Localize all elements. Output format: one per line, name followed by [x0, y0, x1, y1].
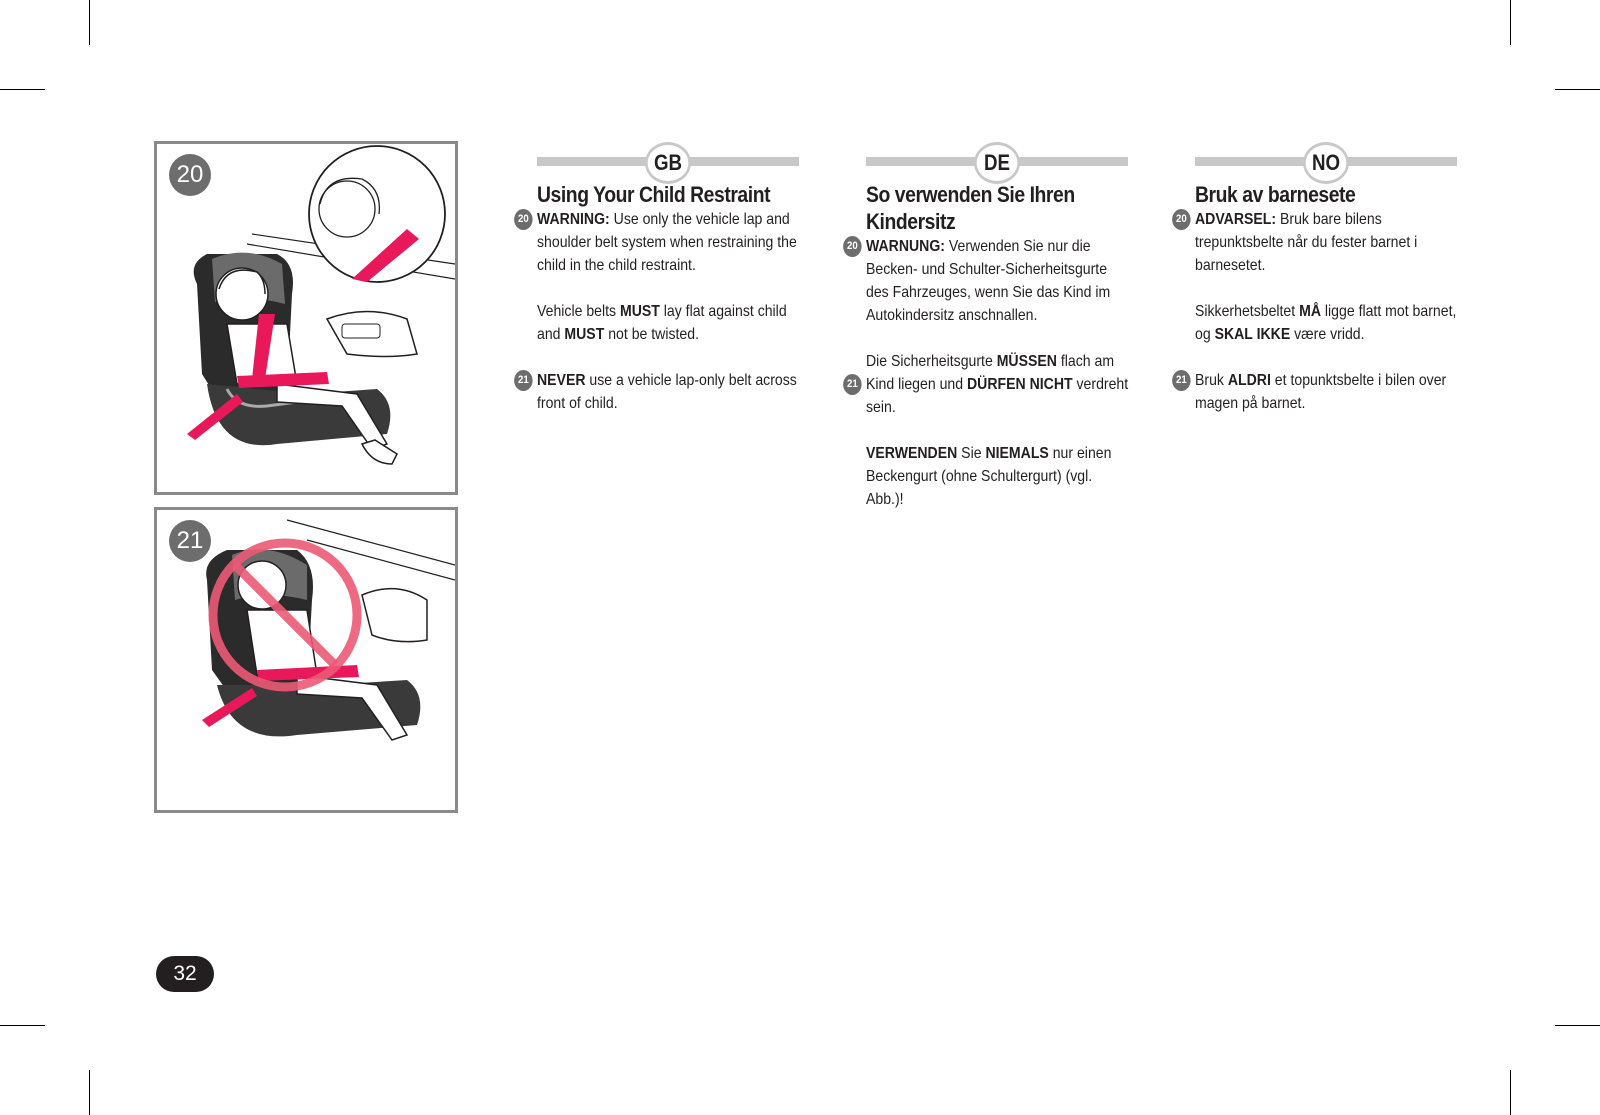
paragraph — [537, 300, 802, 346]
paragraph — [866, 442, 1131, 511]
emphasis-text: NEVER — [537, 372, 586, 389]
body-text: Use only the vehicle lap and shoulder belt system when restraining the child in the child restraint. — [537, 211, 797, 274]
crop-mark — [0, 1025, 45, 1026]
lang-badge: NO — [1303, 142, 1349, 184]
section-heading: Bruk av barnesete — [1195, 182, 1356, 207]
lang-header-no — [1195, 142, 1457, 186]
figure-ref-bullet: 21 — [843, 374, 861, 395]
crop-mark — [1510, 1070, 1511, 1115]
figure-ref-bullet: 20 — [843, 236, 861, 257]
figure-ref-bullet: 21 — [514, 370, 532, 391]
body-text: ligge flatt mot barnet, og — [1195, 303, 1457, 343]
crop-mark — [89, 0, 90, 45]
paragraph — [1175, 208, 1460, 277]
emphasis-text: WARNUNG: — [866, 238, 945, 255]
lang-header-gb — [537, 142, 799, 186]
emphasis-text: ALDRI — [1227, 372, 1271, 389]
figure-20-panel — [154, 141, 458, 495]
crop-mark — [0, 89, 45, 90]
emphasis-text: WARNING: — [537, 211, 610, 228]
emphasis-text: ADVARSEL: — [1195, 211, 1277, 228]
column-de — [846, 181, 1131, 511]
body-text: verdreht sein. — [866, 376, 1129, 416]
paragraph — [517, 369, 802, 415]
lang-header-de — [866, 142, 1128, 186]
crop-mark — [1555, 1025, 1600, 1026]
lang-badge: DE — [974, 142, 1020, 184]
emphasis-text: MUST — [619, 303, 660, 320]
section-heading: Using Your Child Restraint — [537, 182, 771, 207]
body-text: et topunktsbelte i bilen over magen på barnet. — [1195, 372, 1447, 412]
body-text: Bruk — [1195, 372, 1228, 389]
section-heading: So verwenden Sie Ihren Kindersitz — [866, 182, 1075, 234]
paragraph — [846, 235, 1131, 327]
page-number: 32 — [156, 956, 214, 992]
emphasis-text: MÜSSEN — [996, 353, 1057, 370]
crop-mark — [1510, 0, 1511, 45]
figure-number: 21 — [169, 520, 211, 562]
body-text: Bruk bare bilens trepunktsbelte når du fester barnet i barnesetet. — [1195, 211, 1418, 274]
body-text: flach am Kind liegen und — [866, 353, 1115, 393]
emphasis-text: DÜRFEN NICHT — [966, 376, 1073, 393]
crop-mark — [89, 1070, 90, 1115]
paragraph — [1175, 369, 1460, 415]
body-text: Sikkerhetsbeltet — [1195, 303, 1300, 320]
column-no — [1175, 181, 1460, 415]
lang-badge: GB — [645, 142, 691, 184]
emphasis-text: SKAL IKKE — [1214, 326, 1291, 343]
body-text: nur einen Beckengurt (ohne Schultergurt) (vgl. Abb.)! — [866, 445, 1112, 508]
body-text: Verwenden Sie nur die Becken- und Schulter-Sicherheitsgurte des Fahrzeuges, wenn Sie das Kind im Autokindersitz anschnallen. — [866, 238, 1111, 324]
body-text: lay flat against child and — [537, 303, 787, 343]
figure-ref-bullet: 20 — [514, 209, 532, 230]
figure-number: 20 — [169, 154, 211, 196]
figure-ref-bullet: 20 — [1172, 209, 1190, 230]
crop-mark — [1555, 89, 1600, 90]
body-text: være vridd. — [1290, 326, 1365, 343]
emphasis-text: NIEMALS — [985, 445, 1049, 462]
column-gb — [517, 181, 802, 415]
body-text: Die Sicherheitsgurte — [866, 353, 997, 370]
figure-21-panel — [154, 507, 458, 813]
paragraph — [846, 350, 1131, 419]
body-text: use a vehicle lap-only belt across front of child. — [537, 372, 797, 412]
paragraph — [517, 208, 802, 277]
paragraph — [1195, 300, 1460, 346]
emphasis-text: MUST — [564, 326, 605, 343]
body-text: not be twisted. — [604, 326, 700, 343]
emphasis-text: VERWENDEN — [866, 445, 958, 462]
figure-20-illustration — [157, 144, 455, 492]
body-text: Vehicle belts — [537, 303, 620, 320]
figure-ref-bullet: 21 — [1172, 370, 1190, 391]
emphasis-text: MÅ — [1299, 303, 1321, 320]
body-text: Sie — [957, 445, 986, 462]
